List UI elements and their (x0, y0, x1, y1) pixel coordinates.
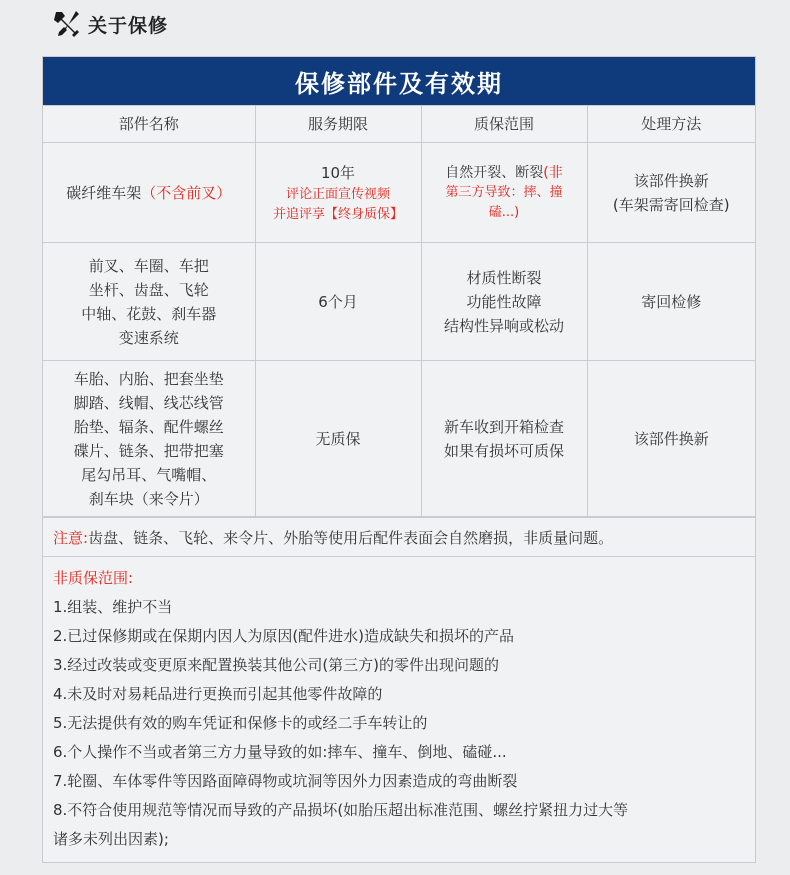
warranty-table (43, 106, 755, 517)
exclusion-item: 1.组装、维护不当 (53, 598, 173, 616)
section-title: 关于保修 (88, 14, 169, 37)
period-value: 10年 (320, 163, 356, 182)
cell-method: 寄回检修 (587, 243, 755, 361)
scope-line: 新车收到开箱检查 (443, 417, 564, 436)
part-line: 中轴、花鼓、刹车器 (81, 304, 217, 323)
exclusion-item: 5.无法提供有效的购车凭证和保修卡的或经二手车转让的 (53, 714, 428, 732)
cell-period: 无质保 (255, 361, 421, 517)
exclusion-item: 8.不符合使用规范等情况而导致的产品损坏(如胎压超出标准范围、螺丝拧紧扭力过大等 (53, 801, 629, 819)
notice-text: 齿盘、链条、飞轮、来令片、外胎等使用后配件表面会自然磨损，非质量问题。 (88, 528, 614, 547)
notice-row (43, 517, 755, 557)
part-line: 坐杆、齿盘、飞轮 (88, 280, 209, 299)
part-line: 胎垫、辐条、配件螺丝 (73, 417, 224, 436)
scope-line: 结构性异响或松动 (443, 316, 564, 335)
exclusion-item: 3.经过改装或变更原来配置换装其他公司(第三方)的零件出现问题的 (53, 656, 500, 674)
column-header-period: 服务期限 (255, 106, 421, 143)
warranty-banner: 保修部件及有效期 (43, 57, 755, 106)
exclusion-item: 6.个人操作不当或者第三方力量导致的如:摔车、撞车、倒地、磕碰... (53, 743, 507, 761)
method-note: (车架需寄回检查) (612, 195, 730, 214)
scope-line: 材质性断裂 (466, 268, 542, 287)
column-header-method: 处理方法 (587, 106, 755, 143)
scope-text: 自然开裂、断裂 (445, 164, 544, 181)
exclusion-item: 7.轮圈、车体零件等因路面障碍物或坑洞等因外力因素造成的弯曲断裂 (53, 772, 518, 790)
cell-period (255, 143, 421, 243)
table-row (43, 243, 755, 361)
scope-line: 如果有损坏可质保 (443, 441, 564, 460)
part-note: （不含前叉） (141, 183, 232, 202)
column-header-part: 部件名称 (43, 106, 255, 143)
exclusions-section (43, 557, 755, 862)
cell-part (43, 361, 255, 517)
table-header-row (43, 106, 755, 143)
exclusion-item: 2.已过保修期或在保期内因人为原因(配件进水)造成缺失和损坏的产品 (53, 627, 515, 645)
warranty-panel (42, 56, 756, 863)
exclusion-item: 4.未及时对易耗品进行更换而引起其他零件故障的 (53, 685, 383, 703)
notice-label: 注意: (53, 528, 89, 547)
table-row (43, 143, 755, 243)
scope-note: (非 (543, 164, 563, 181)
part-line: 刹车块（来令片） (88, 489, 209, 508)
part-line: 碟片、链条、把带把塞 (73, 441, 224, 460)
cell-scope (421, 143, 587, 243)
scope-note: 磕...) (488, 204, 520, 220)
part-line: 前叉、车圈、车把 (88, 256, 209, 275)
part-line: 脚踏、线帽、线芯线管 (73, 393, 224, 412)
cell-method: 该部件换新 (587, 361, 755, 517)
cell-part (43, 143, 255, 243)
column-header-scope: 质保范围 (421, 106, 587, 143)
cell-part (43, 243, 255, 361)
part-name: 碳纤维车架 (66, 183, 142, 202)
table-row (43, 361, 755, 517)
part-line: 变速系统 (118, 328, 179, 347)
tools-icon (50, 8, 82, 40)
cell-method (587, 143, 755, 243)
exclusions-title: 非质保范围: (53, 569, 134, 587)
method-text: 该部件换新 (633, 171, 709, 190)
scope-note: 第三方导致：摔、撞 (445, 184, 563, 200)
period-note: 评论正面宣传视频 (285, 186, 390, 202)
period-note: 并追评享【终身质保】 (272, 206, 403, 222)
cell-period: 6个月 (255, 243, 421, 361)
exclusion-item: 诸多未列出因素); (53, 830, 169, 848)
section-header (50, 8, 168, 40)
part-line: 车胎、内胎、把套坐垫 (73, 369, 224, 388)
cell-scope (421, 243, 587, 361)
part-line: 尾勾吊耳、气嘴帽、 (81, 465, 217, 484)
scope-line: 功能性故障 (466, 292, 542, 311)
cell-scope (421, 361, 587, 517)
